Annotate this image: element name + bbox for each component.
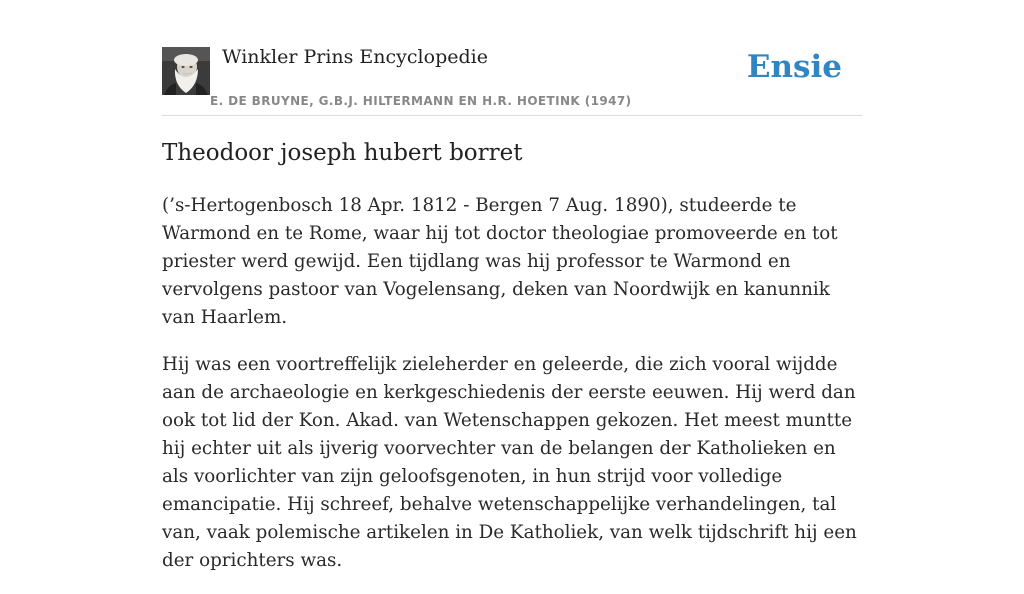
brand-logo[interactable]: Ensie (746, 49, 842, 85)
article-container (162, 0, 862, 571)
source-authors: E. DE BRUYNE, G.B.J. HILTERMANN EN H.R. HOETINK (1947) (210, 94, 632, 108)
author-avatar[interactable] (162, 47, 210, 95)
article-paragraph: Hij was een voortreffelijk zieleherder en geleerde, die zich vooral wijdde aan de archaeologie en kerkgeschiedenis der eerste eeuwen. Hij werd dan ook tot lid der Kon. Akad. van Wetenschappen gekozen. Het meest muntte hij echter uit als ijverig voorvechter van de belangen der Katholieken en als voorlichter van zijn geloofsgenoten, in hun strijd voor volledige emancipatie. Hij schreef, behalve wetenschappelijke verhandelingen, tal van, vaak polemische artikelen in De Katholiek, van welk tijdschrift hij een der oprichters was. (162, 354, 857, 571)
article-body (162, 192, 862, 594)
portrait-icon (162, 47, 210, 95)
source-title[interactable]: Winkler Prins Encyclopedie (222, 46, 488, 68)
page-title: Theodoor joseph hubert borret (162, 140, 523, 166)
article-paragraph: (’s-Hertogenbosch 18 Apr. 1812 - Bergen 7 Aug. 1890), studeerde te Warmond en te Rome, waar hij tot doctor theologiae promoveerde en tot priester werd gewijd. Een tijdlang was hij professor te Warmond en vervolgens pastoor van Vogelensang, deken van Noordwijk en kanunnik van Haarlem. (162, 195, 838, 328)
source-header (162, 0, 862, 116)
